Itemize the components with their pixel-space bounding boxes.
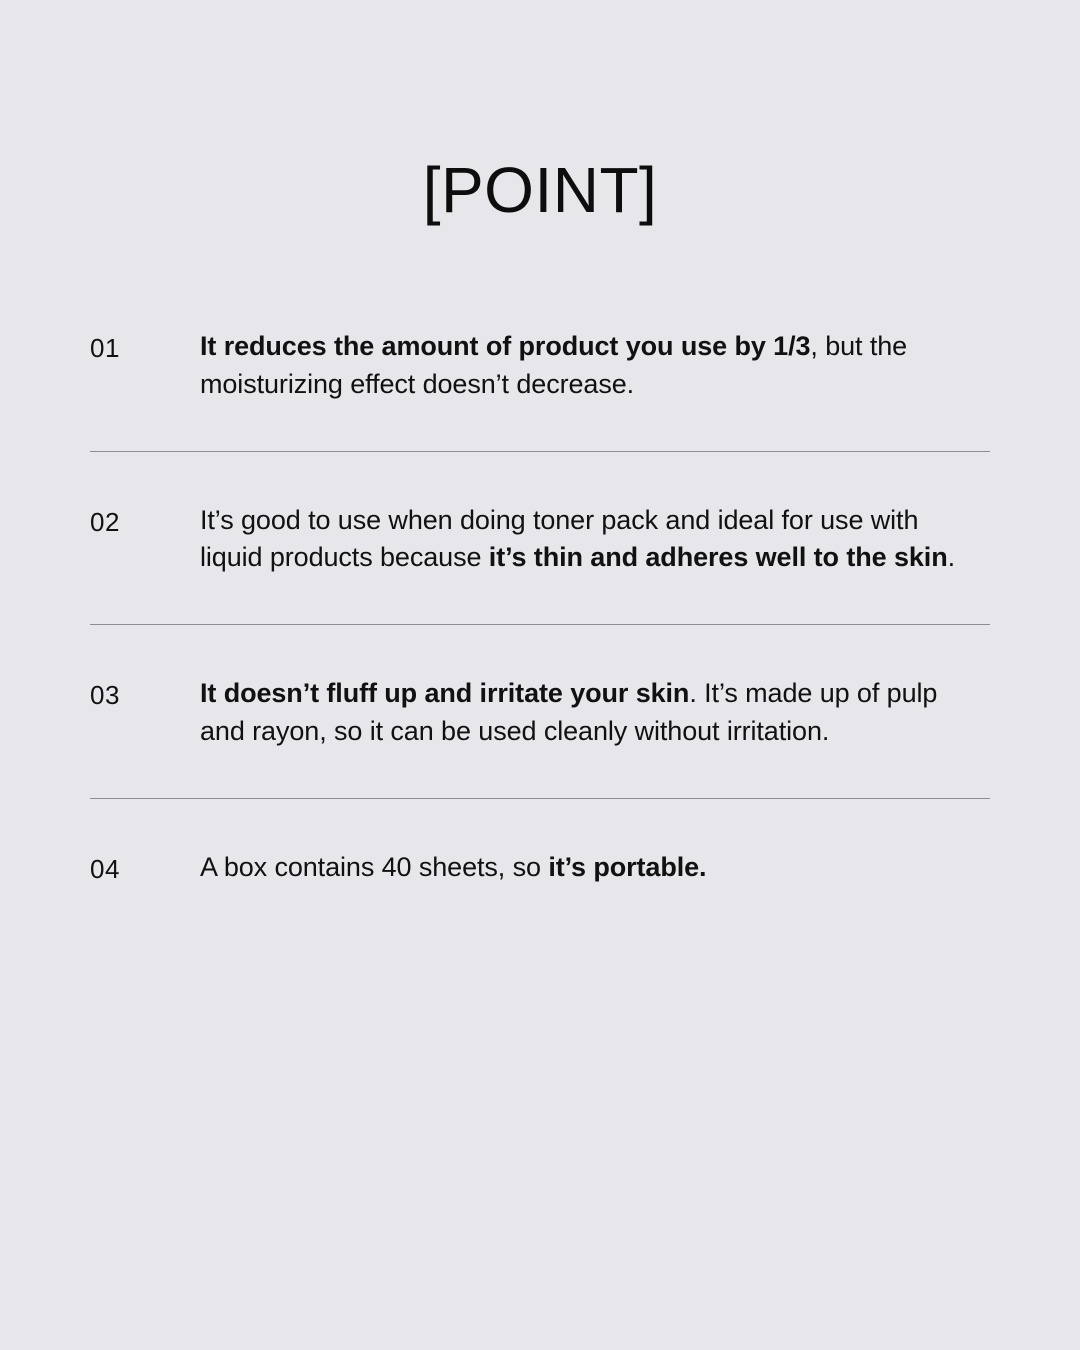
point-text xyxy=(200,849,990,886)
point-number: 01 xyxy=(90,333,120,364)
point-text-segment: it’s portable. xyxy=(548,851,707,882)
point-text-segment: It reduces the amount of product you use by 1/3 xyxy=(200,331,811,362)
list-item xyxy=(90,328,990,403)
point-text-segment: . xyxy=(947,542,955,573)
point-number: 03 xyxy=(90,680,120,711)
spacer xyxy=(90,576,990,624)
point-text-segment: , but the moisturizing effect doesn’t decrease. xyxy=(200,331,908,399)
point-text xyxy=(200,675,990,750)
points-list xyxy=(0,328,1080,887)
page-title: [POINT] xyxy=(422,154,658,226)
list-item xyxy=(90,675,990,750)
point-text-segment: It’s good to use when doing toner pack and ideal for use with liquid products because xyxy=(200,504,919,573)
spacer xyxy=(90,403,990,451)
point-number: 02 xyxy=(90,506,120,537)
point-text-segment: A box contains 40 sheets, so xyxy=(200,851,549,882)
spacer xyxy=(90,799,990,849)
point-text-segment: It doesn’t fluff up and irritate your skin xyxy=(200,678,690,709)
point-text xyxy=(200,502,990,577)
point-text xyxy=(200,328,990,403)
list-item xyxy=(90,502,990,577)
spacer xyxy=(90,625,990,675)
spacer xyxy=(90,750,990,798)
point-text-segment: . It’s made up of pulp and rayon, so it can be used cleanly without irritation. xyxy=(200,678,938,746)
point-text-segment: it’s thin and adheres well to the skin xyxy=(488,542,948,573)
spacer xyxy=(90,452,990,502)
list-item xyxy=(90,849,990,888)
point-number: 04 xyxy=(90,853,120,884)
